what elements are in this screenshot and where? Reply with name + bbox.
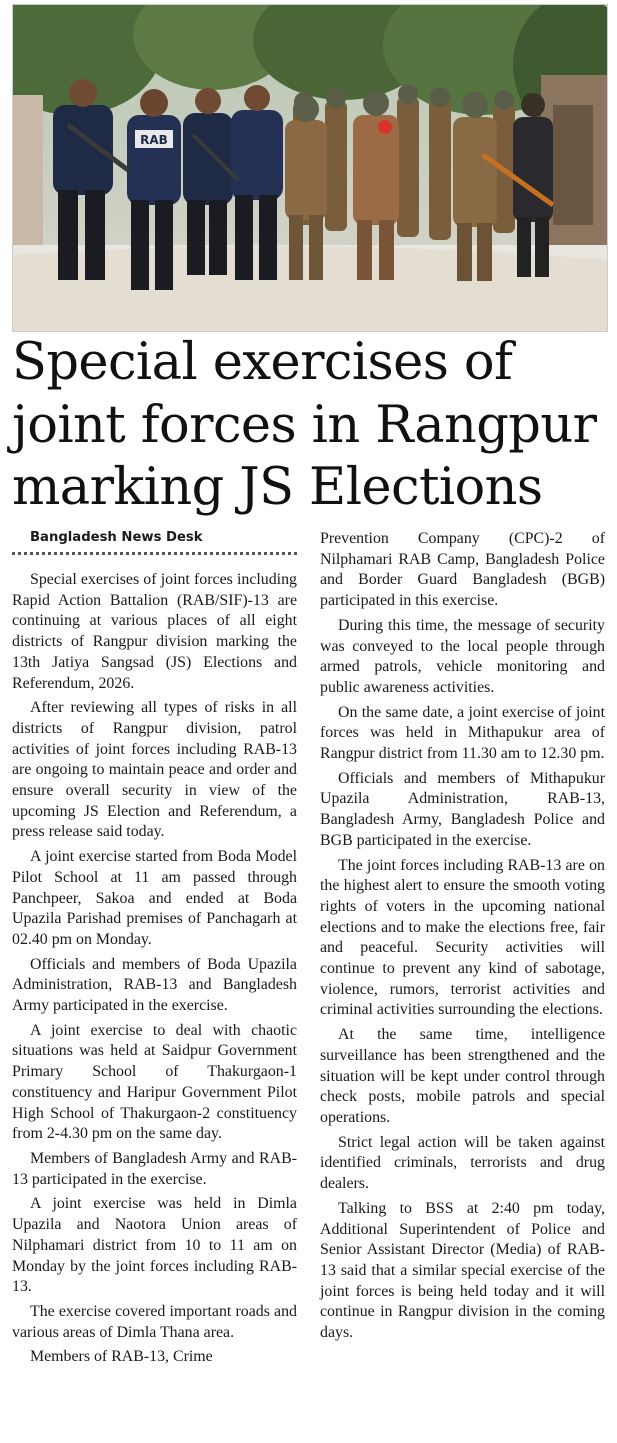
byline: Bangladesh News Desk xyxy=(30,530,203,545)
article-paragraph-continued: Prevention Company (CPC)-2 of Nilphamari RAB Camp, Bangladesh Police and Border Guard Bangladesh (BGB) participated in this exercise. xyxy=(320,530,605,610)
article-paragraph: A joint exercise to deal with chaotic situations was held at Saidpur Government Primary School of Thakurgaon-1 constituency and Haripur Government Pilot High School of Thakurgaon-2 constituency from 2-4.30 pm on the same day. xyxy=(12,1021,297,1143)
article-paragraph: Officials and members of Mithapukur Upazila Administration, RAB-13, Bangladesh Army, Bangladesh Police and BGB participated in the exercise. xyxy=(320,769,605,849)
article-paragraph: Officials and members of Boda Upazila Administration, RAB-13 and Bangladesh Army participated in the exercise. xyxy=(12,955,297,1015)
article-paragraph: Strict legal action will be taken against identified criminals, terrorists and drug dealers. xyxy=(320,1133,605,1193)
news-photo xyxy=(12,4,608,332)
headline: Special exercises of joint forces in Rangpur marking JS Elections xyxy=(12,333,597,517)
article-paragraph: A joint exercise was held in Dimla Upazila and Naotora Union areas of Nilphamari district from 10 to 11 am on Monday by the joint forces including RAB-13. xyxy=(12,1195,297,1296)
article-paragraph: At the same time, intelligence surveillance has been strengthened and the situation will be kept under control through check posts, mobile patrols and special operations. xyxy=(320,1026,605,1126)
article-paragraph: The joint forces including RAB-13 are on the highest alert to ensure the smooth voting rights of voters in the upcoming national elections and to make the elections free, fair and peaceful. Security activities will continue to prevent any kind of sabotage, violence, rumors, terrorist activities and criminal activities surrounding the elections. xyxy=(320,856,605,1019)
article-paragraph: The exercise covered important roads and various areas of Dimla Thana area. xyxy=(12,1302,297,1341)
rab-badge-text: RAB xyxy=(140,133,168,147)
article-paragraph: On the same date, a joint exercise of joint forces was held in Mithapukur area of Rangpur district from 11.30 am to 12.30 pm. xyxy=(320,703,605,763)
article-column-left xyxy=(12,528,297,1372)
article-paragraph: Members of RAB-13, Crime xyxy=(30,1348,213,1366)
article-paragraph: During this time, the message of security was conveyed to the local people through armed patrols, vehicle monitoring and public awareness activities. xyxy=(320,616,605,696)
joint-forces-march-photo xyxy=(13,5,607,331)
article-column-right xyxy=(320,529,605,1348)
article-paragraph: A joint exercise started from Boda Model Pilot School at 11 am passed through Panchpeer, Sakoa and ended at Boda Upazila Parishad premises of Panchagarh at 02.40 pm on Monday. xyxy=(12,848,297,948)
article-paragraph: Talking to BSS at 2:40 pm today, Additional Superintendent of Police and Senior Assistant Director (Media) of RAB-13 said that a similar special exercise of the joint forces is being held today and it will continue in Rangpur division in the coming days. xyxy=(320,1199,605,1342)
article-paragraph: Special exercises of joint forces including Rapid Action Battalion (RAB/SIF)-13 are continuing at various places of all eight districts of Rangpur division marking the 13th Jatiya Sangsad (JS) Elections and Referendum, 2026. xyxy=(12,571,297,692)
article-paragraph: After reviewing all types of risks in all districts of Rangpur division, patrol activities of joint forces including RAB-13 are ongoing to maintain peace and order and ensure overall security in view of the upcoming JS Election and Referendum, a press release said today. xyxy=(12,699,297,841)
article-paragraph: Members of Bangladesh Army and RAB-13 participated in the exercise. xyxy=(12,1149,297,1188)
byline-divider xyxy=(12,552,297,555)
